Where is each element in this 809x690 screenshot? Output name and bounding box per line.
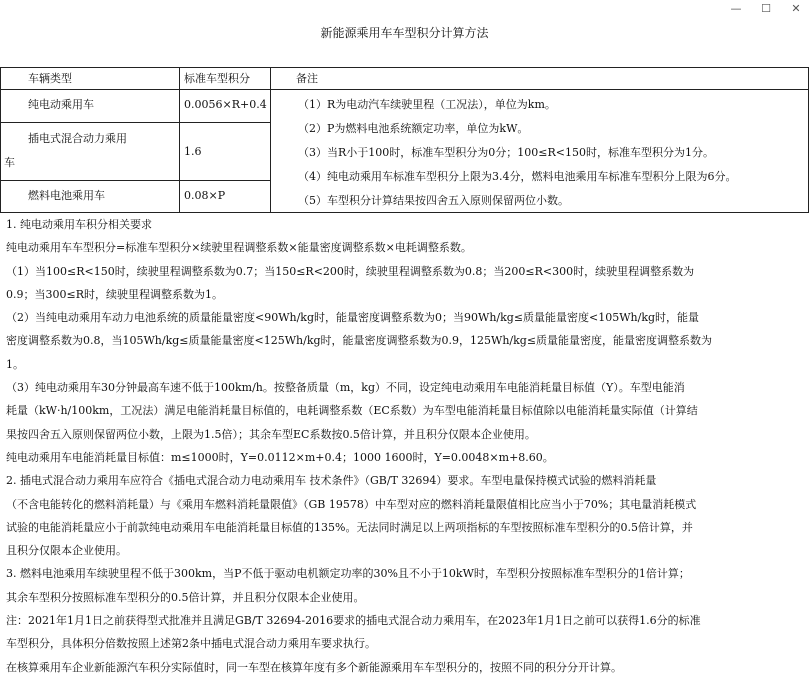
row-phev-type-line1: 插电式混合动力乘用 — [28, 132, 127, 145]
body-line: （1）当100≤R<150时，续驶里程调整系数为0.7；当150≤R<200时，续驶里程调整系数为0.8；当200≤R<300时，续驶里程调整系数为 — [6, 264, 695, 278]
body-line: 0.9；当300≤R时，续驶里程调整系数为1。 — [6, 287, 223, 301]
body-line: （2）当纯电动乘用车动力电池系统的质量能量密度<90Wh/kg时，能量密度调整系数为0；当90Wh/kg≤质量能量密度<105Wh/kg时，能量 — [6, 311, 700, 325]
body-line: 耗量（kW·h/100km，工况法）满足电能消耗量目标值的，电耗调整系数（EC系数）为车型电能消耗量目标值除以电能消耗量实际值（计算结 — [6, 404, 698, 418]
document-title: 新能源乘用车车型积分计算方法 — [320, 26, 489, 40]
body-line: 在核算乘用车企业新能源汽车积分实际值时，同一车型在核算年度有多个新能源乘用车车型积分的，按照不同的积分分开计算。 — [6, 660, 622, 674]
close-icon[interactable]: ✕ — [791, 2, 801, 15]
body-text — [6, 213, 809, 679]
body-line: 其余车型积分按照标准车型积分的0.5倍计算，并且积分仅限本企业使用。 — [6, 590, 365, 604]
remark-item: （4）纯电动乘用车标准车型积分上限为3.4分，燃料电池乘用车标准车型积分上限为6分。 — [298, 170, 737, 183]
header-remarks: 备注 — [296, 72, 318, 85]
minimize-icon[interactable]: — — [730, 2, 742, 15]
body-line: （不含电能转化的燃料消耗量）与《乘用车燃料消耗量限值》（GB 19578）中车型对应的燃料消耗量限值相比应当小于70%；其电量消耗模式 — [6, 497, 697, 511]
row-bev-score: 0.0056×R+0.4 — [184, 98, 267, 111]
window-titlebar — [0, 0, 809, 20]
remark-item: （1）R为电动汽车续驶里程（工况法），单位为km。 — [298, 98, 556, 111]
body-line: 果按四舍五入原则保留两位小数，上限为1.5倍）；其余车型EC系数按0.5倍计算，并且积分仅限本企业使用。 — [6, 427, 536, 441]
body-line: （3）纯电动乘用车30分钟最高车速不低于100km/h。按整备质量（m，kg）不同，设定纯电动乘用车电能消耗量目标值（Y）。车型电能消 — [6, 381, 685, 395]
body-line: 纯电动乘用车电能消耗量目标值：m≤1000时，Y=0.0112×m+0.4；1000 1600时，Y=0.0048×m+8.60。 — [6, 450, 554, 464]
body-line: 密度调整系数为0.8，当105Wh/kg≤质量能量密度<125Wh/kg时，能量密度调整系数为0.9，125Wh/kg≤质量能量密度，能量密度调整系数为 — [6, 334, 713, 348]
body-line: 1. 纯电动乘用车积分相关要求 — [6, 218, 152, 231]
row-bev-type: 纯电动乘用车 — [28, 98, 94, 111]
body-line: 且积分仅限本企业使用。 — [6, 544, 127, 558]
row-phev-score: 1.6 — [184, 145, 202, 158]
body-line: 车型积分，具体积分倍数按照上述第2条中插电式混合动力乘用车要求执行。 — [6, 637, 376, 651]
body-line: 2. 插电式混合动力乘用车应符合《插电式混合动力电动乘用车 技术条件》（GB/T 32694）要求。车型电量保持模式试验的燃料消耗量 — [6, 474, 657, 488]
row-phev-type-line2: 车 — [4, 156, 15, 169]
header-standard-score: 标准车型积分 — [184, 72, 250, 85]
remark-item: （5）车型积分计算结果按四舍五入原则保留两位小数。 — [298, 194, 569, 207]
header-vehicle-type: 车辆类型 — [28, 72, 72, 85]
remark-item: （3）当R小于100时，标准车型积分为0分；100≤R<150时，标准车型积分为1分。 — [298, 146, 714, 159]
body-line: 试验的电能消耗量应小于前款纯电动乘用车电能消耗量目标值的135%。无法同时满足以上两项指标的车型按照标准车型积分的0.5倍计算，并 — [6, 520, 693, 534]
maximize-icon[interactable]: ☐ — [761, 2, 771, 15]
body-line: 纯电动乘用车车型积分=标准车型积分×续驶里程调整系数×能量密度调整系数×电耗调整系数。 — [6, 241, 472, 255]
remark-item: （2）P为燃料电池系统额定功率，单位为kW。 — [298, 122, 529, 135]
body-line: 3. 燃料电池乘用车续驶里程不低于300km，当P不低于驱动电机额定功率的30%且不小于10kW时，车型积分按照标准车型积分的1倍计算； — [6, 567, 690, 581]
body-line: 1。 — [6, 357, 24, 371]
row-fcev-type: 燃料电池乘用车 — [28, 189, 105, 202]
body-line: 注：2021年1月1日之前获得型式批准并且满足GB/T 32694-2016要求的插电式混合动力乘用车，在2023年1月1日之前可以获得1.6分的标准 — [6, 614, 701, 628]
row-fcev-score: 0.08×P — [184, 189, 226, 202]
